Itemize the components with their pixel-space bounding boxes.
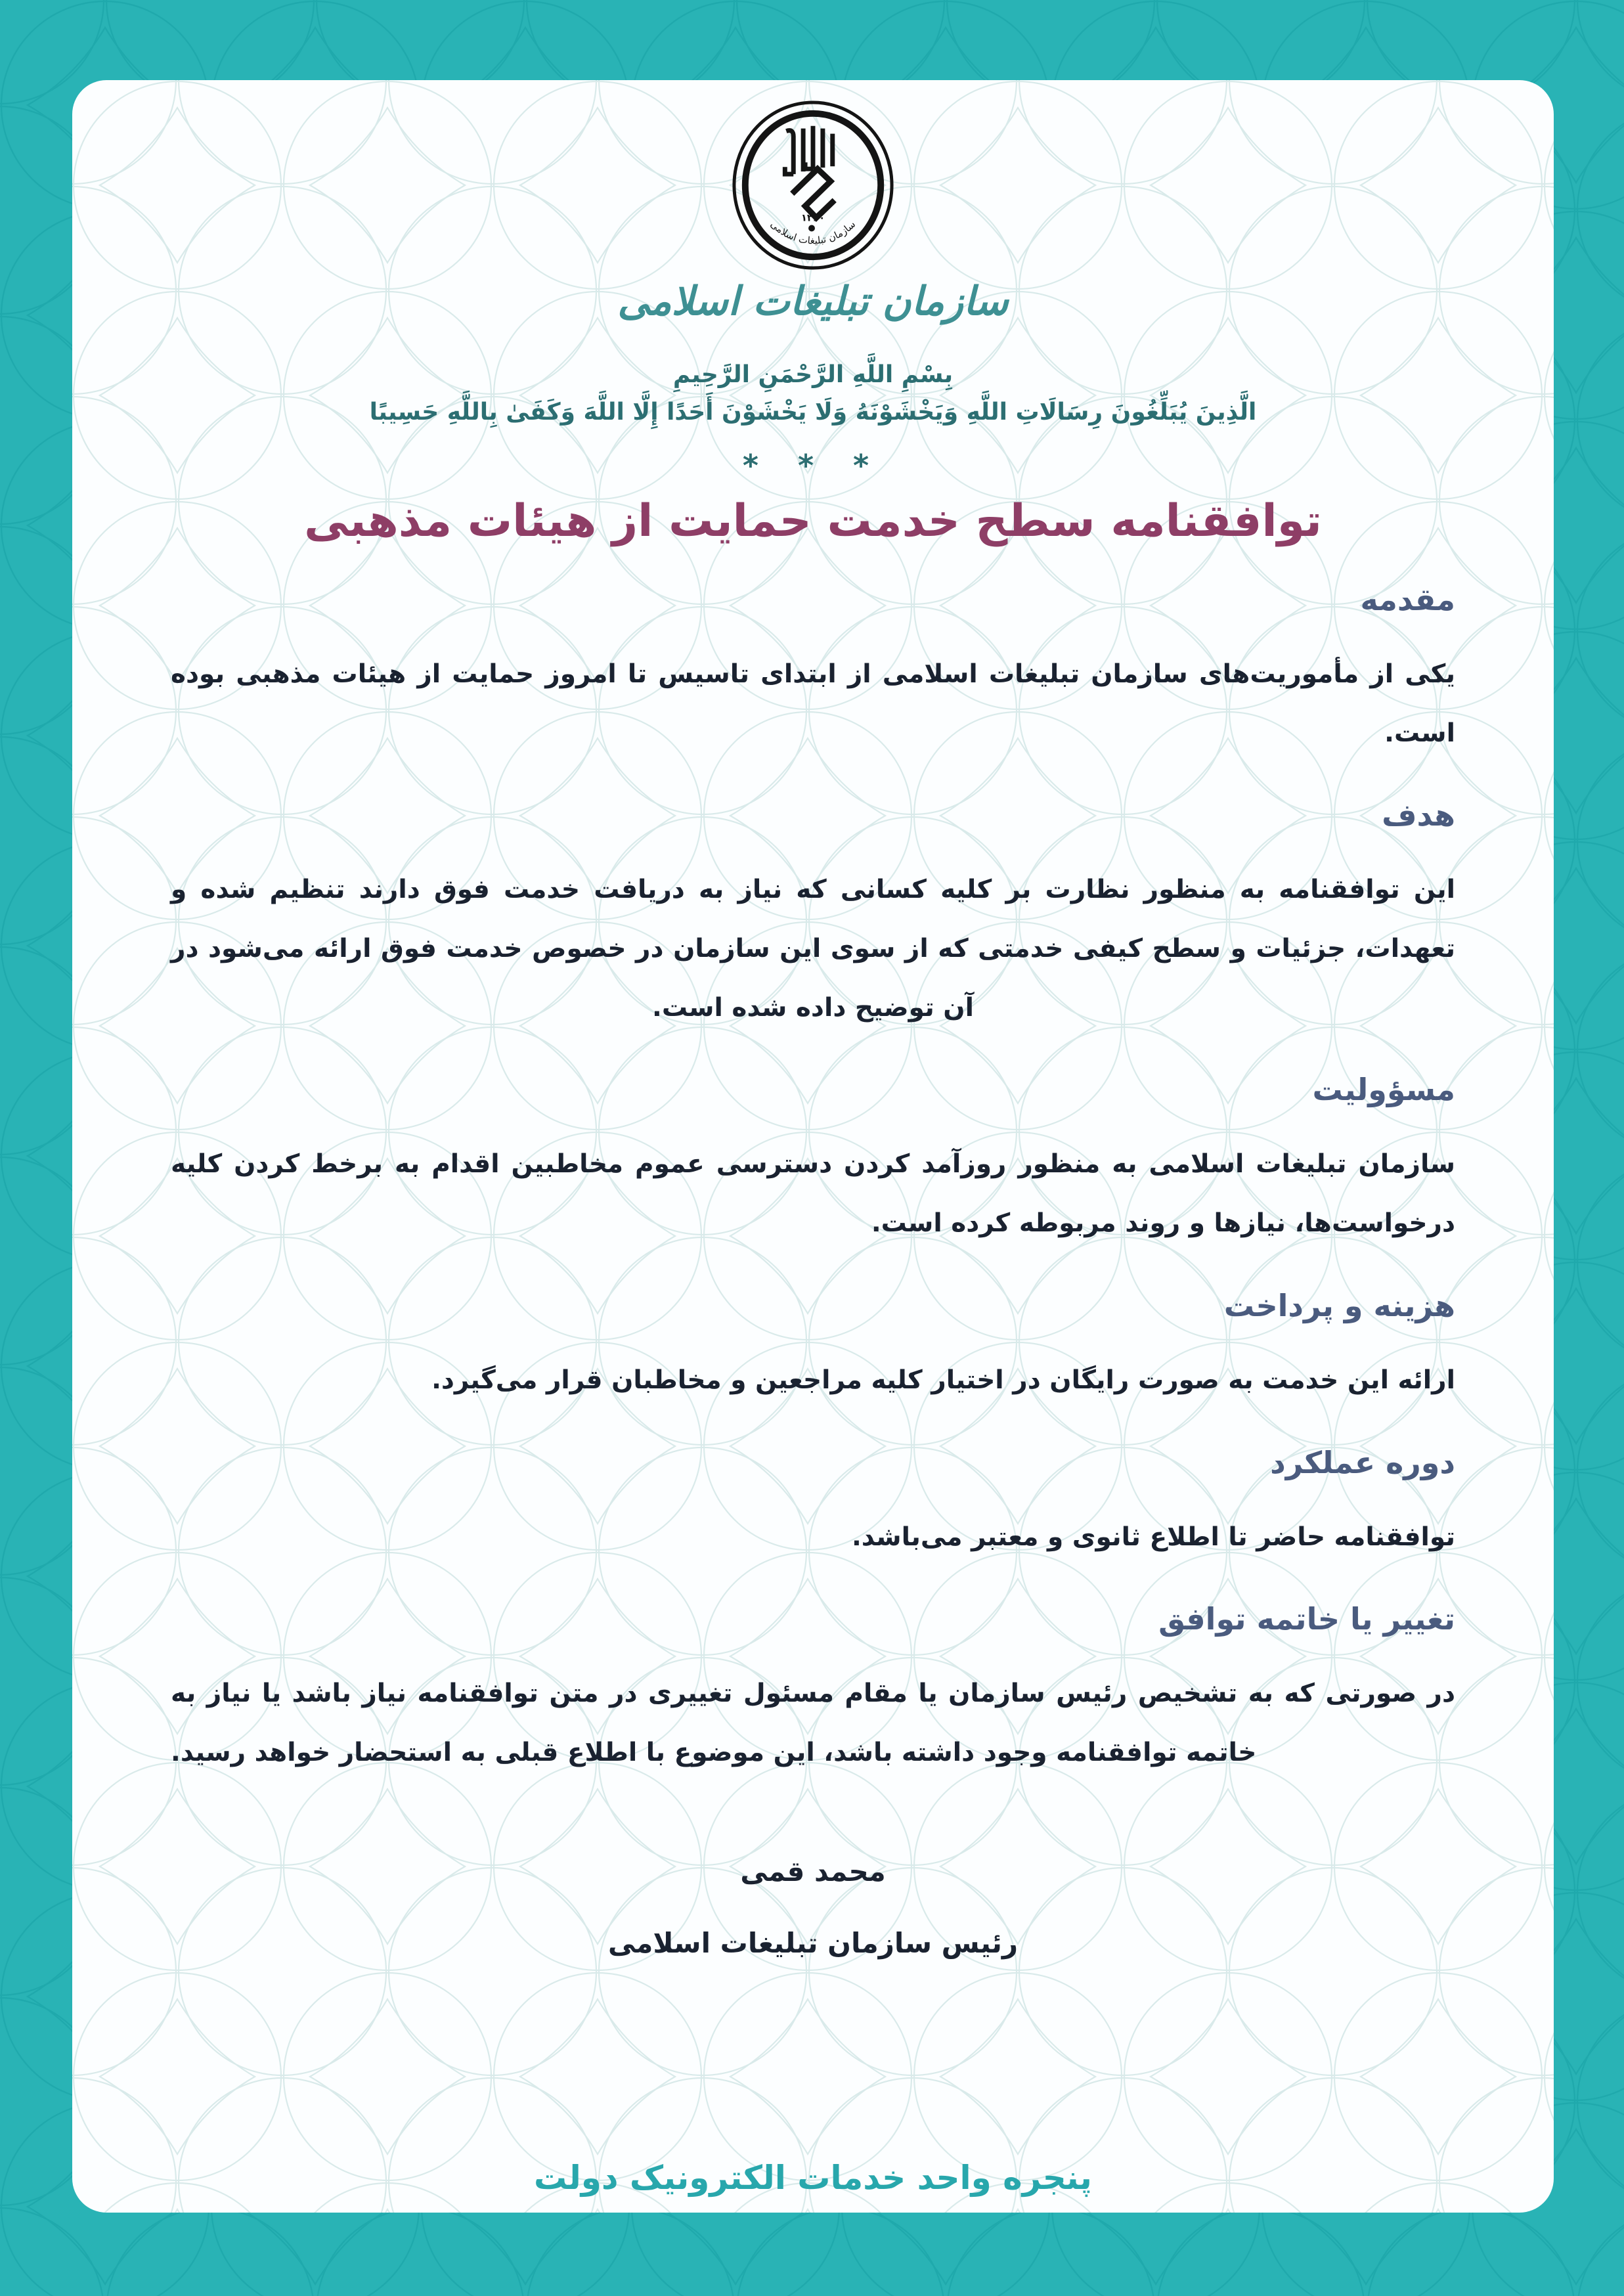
document-section (171, 1283, 1455, 1410)
section-heading: هدف (1382, 797, 1455, 833)
paper (72, 80, 1554, 2213)
section-heading: مسؤولیت (1312, 1072, 1455, 1108)
document-section (171, 577, 1455, 762)
section-body: در صورتی که به تشخیص رئیس سازمان یا مقام مسئول تغییری در متن توافقنامه نیاز باشد یا نیاز به خاتمه توافقنامه وجود داشته باشد، این موضوع با اطلاع قبلی به استحضار خواهد رسید. (171, 1679, 1455, 1767)
emblem-dot (808, 225, 815, 232)
org-emblem (171, 80, 1455, 276)
section-body: این توافقنامه به منظور نظارت بر کلیه کسانی که نیاز به دریافت خدمت فوق دارند تنظیم شده و تعهدات، جزئیات و سطح کیفی خدمتی که از سوی این سازمان در خصوص خدمت فوق ارائه می‌شود در آن توضیح داده شده است. (171, 875, 1455, 1023)
signature-name: محمد قمی (740, 1855, 886, 1888)
document-section (171, 793, 1455, 1037)
document-section (171, 1440, 1455, 1567)
section-body: توافقنامه حاضر تا اطلاع ثانوی و معتبر می‌باشد. (851, 1522, 1455, 1552)
signature-role: رئیس سازمان تبلیغات اسلامی (607, 1926, 1019, 1959)
section-body: یکی از مأموریت‌های سازمان تبلیغات اسلامی از ابتدای تاسیس تا امروز حمایت از هیئات مذهبی بوده است. (171, 659, 1455, 748)
quran-verse: الَّذِينَ يُبَلِّغُونَ رِسَالَاتِ اللَّهِ وَيَخْشَوْنَهُ وَلَا يَخْشَوْنَ أَحَدًا إِلَّا اللَّهَ وَكَفَىٰ بِاللَّهِ حَسِيبًا (369, 399, 1257, 426)
emblem-year-text: ۱۳۶۰ (801, 211, 825, 224)
section-body: سازمان تبلیغات اسلامی به منظور روزآمد کردن دسترسی عموم مخاطبین اقدام به برخط کردن کلیه درخواست‌ها، نیازها و روند مربوطه کرده است. (171, 1149, 1455, 1239)
section-heading: دوره عملکرد (1270, 1444, 1455, 1480)
section-heading: هزینه و پرداخت (1223, 1287, 1455, 1323)
allah-monogram (785, 126, 834, 218)
section-heading: تغییر یا خاتمه توافق (1158, 1601, 1455, 1637)
document-section (171, 1067, 1455, 1252)
section-body: ارائه این خدمت به صورت رایگان در اختیار کلیه مراجعین و مخاطبان قرار می‌گیرد. (431, 1365, 1455, 1395)
footer-text: پنجره واحد خدمات الکترونیک دولت (534, 2159, 1092, 2197)
bismillah-text: بِسْمِ اللَّهِ الرَّحْمَنِ الرَّحِيمِ (672, 361, 954, 388)
paper-content (72, 80, 1554, 1964)
divider-stars: * * * (742, 448, 884, 483)
org-emblem-svg (728, 97, 898, 273)
emblem-ring-text: سازمان تبلیغات اسلامی (768, 218, 858, 247)
document-section (171, 1597, 1455, 1782)
sections-list (171, 577, 1455, 1782)
signature-block (171, 1851, 1455, 1964)
document-title: توافقنامه سطح خدمت حمایت از هیئات مذهبی (304, 495, 1322, 547)
section-heading: مقدمه (1360, 582, 1455, 617)
org-calligraphy: سازمان تبلیغات اسلامی (617, 278, 1009, 324)
